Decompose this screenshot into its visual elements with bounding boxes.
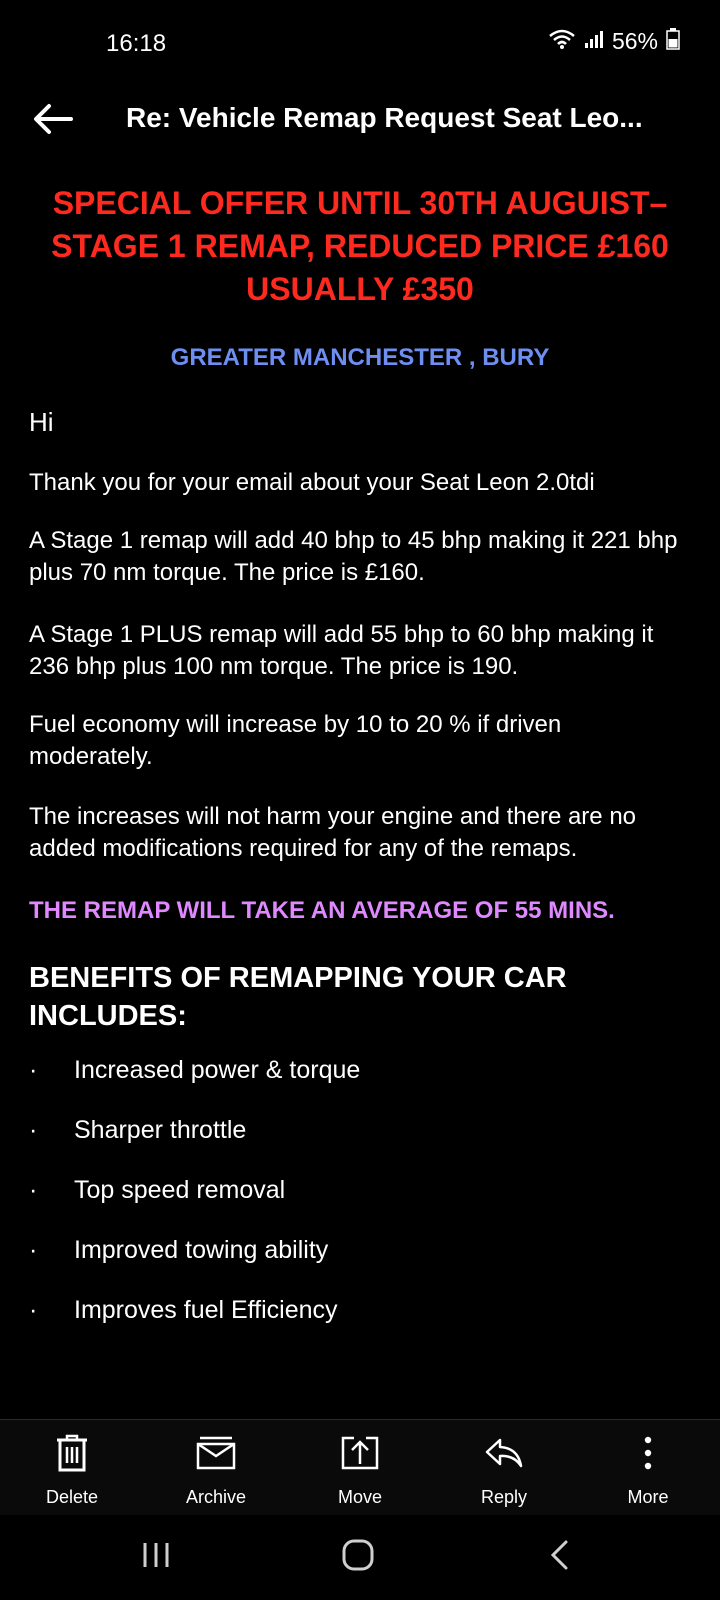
archive-button[interactable] (156, 1420, 276, 1515)
home-button[interactable] (328, 1537, 388, 1577)
system-navigation-bar (0, 1515, 720, 1600)
paragraph-stage1-plus: A Stage 1 PLUS remap will add 55 bhp to 60 bhp making it 236 bhp plus 100 nm torque. The price is 190. (29, 621, 654, 680)
delete-button[interactable] (12, 1420, 132, 1515)
more-label: More (627, 1487, 669, 1507)
move-label: Move (337, 1487, 382, 1507)
trash-icon (54, 1434, 90, 1477)
benefits-list (29, 1053, 691, 1327)
bullet: · (29, 1236, 38, 1264)
reply-label: Reply (480, 1487, 528, 1507)
greeting: Hi (29, 407, 54, 437)
move-button[interactable] (300, 1420, 420, 1515)
list-item (29, 1293, 691, 1327)
more-button[interactable] (588, 1420, 708, 1515)
location-text: GREATER MANCHESTER , BURY (170, 344, 550, 371)
app-bar (0, 90, 720, 152)
bullet: · (29, 1116, 38, 1144)
benefit-text: Improved towing ability (74, 1236, 329, 1264)
recent-apps-icon (141, 1541, 171, 1574)
more-vertical-icon (638, 1434, 658, 1477)
back-button[interactable] (30, 98, 76, 144)
paragraph-stage1: A Stage 1 remap will add 40 bhp to 45 bhp making it 221 bhp plus 70 nm torque. The price is £160. (29, 527, 678, 586)
list-item (29, 1233, 691, 1267)
archive-icon (195, 1434, 237, 1477)
home-icon (341, 1538, 375, 1577)
battery-percent: 56% (611, 28, 658, 54)
back-arrow-icon (33, 103, 73, 140)
reply-icon (484, 1434, 524, 1477)
status-icons (548, 28, 680, 55)
special-offer-banner: SPECIAL OFFER UNTIL 30TH AUGUIST– STAGE 1 REMAP, REDUCED PRICE £160 USUALLY £350 (51, 185, 669, 307)
delete-label: Delete (45, 1487, 99, 1507)
bullet: · (29, 1056, 38, 1084)
paragraph-fuel-economy: Fuel economy will increase by 10 to 20 % if driven moderately. (29, 711, 562, 770)
battery-icon (666, 28, 680, 55)
benefits-heading: BENEFITS OF REMAPPING YOUR CAR INCLUDES: (29, 962, 567, 1032)
signal-icon (584, 29, 604, 54)
move-icon (340, 1434, 380, 1477)
list-item (29, 1173, 691, 1207)
paragraph-engine-safety: The increases will not harm your engine and there are no added modifications required for any of the remaps. (29, 803, 637, 862)
back-nav-button[interactable] (530, 1537, 590, 1577)
benefit-text: Increased power & torque (74, 1056, 361, 1084)
benefit-text: Improves fuel Efficiency (74, 1296, 338, 1324)
status-time: 16:18 (106, 30, 167, 57)
benefit-text: Top speed removal (74, 1176, 286, 1204)
bullet: · (29, 1296, 38, 1324)
remap-duration: THE REMAP WILL TAKE AN AVERAGE OF 55 MINS. (29, 897, 615, 924)
reply-button[interactable] (444, 1420, 564, 1515)
benefit-text: Sharper throttle (74, 1116, 247, 1144)
status-bar (0, 0, 720, 90)
email-action-toolbar (0, 1419, 720, 1515)
list-item (29, 1113, 691, 1147)
back-chevron-icon (548, 1539, 572, 1576)
email-body (29, 182, 691, 1353)
wifi-icon (548, 28, 576, 55)
recent-apps-button[interactable] (126, 1537, 186, 1577)
list-item (29, 1053, 691, 1087)
bullet: · (29, 1176, 38, 1204)
email-subject: Re: Vehicle Remap Request Seat Leo... (126, 102, 643, 133)
paragraph-intro: Thank you for your email about your Seat Leon 2.0tdi (29, 469, 595, 496)
archive-label: Archive (185, 1487, 247, 1507)
